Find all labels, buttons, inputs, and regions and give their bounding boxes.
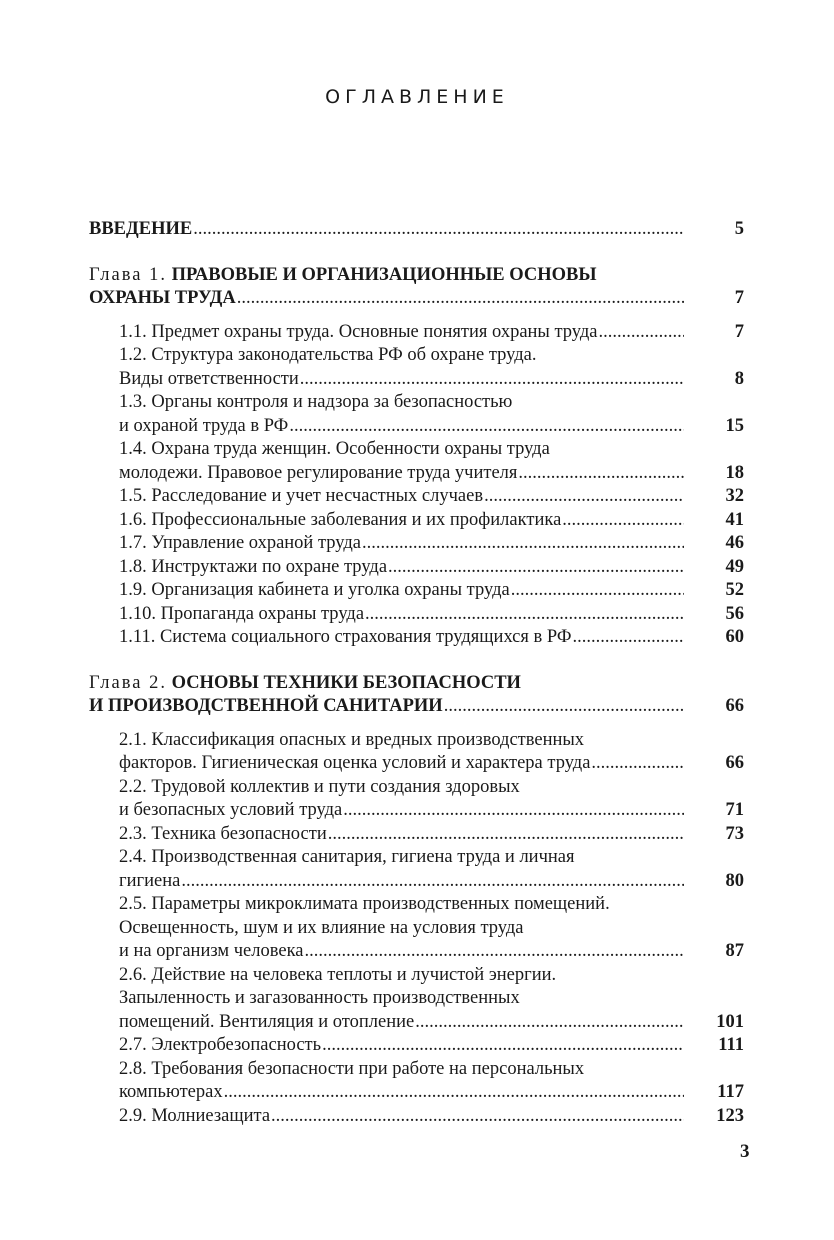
toc-entry[interactable] <box>89 438 744 485</box>
toc-entry-text: 2.9. Молниезащита <box>119 1105 271 1126</box>
toc-entry[interactable] <box>89 626 744 650</box>
toc-entry-text: помещений. Вентиляция и отопление <box>119 1011 415 1032</box>
chapter-prefix: Глава 1. <box>89 264 167 285</box>
dot-leader <box>237 287 684 311</box>
toc-entry-text: 1.4. Охрана труда женщин. Особенности охраны труда <box>119 439 550 459</box>
toc-entry[interactable] <box>89 1058 744 1105</box>
toc-entry[interactable] <box>89 391 744 438</box>
toc-page-number: 66 <box>725 753 744 773</box>
toc-entry-text: 1.5. Расследование и учет несчастных случаев <box>119 486 484 506</box>
toc-entry-text: и охраной труда в РФ <box>119 415 289 436</box>
toc-entry[interactable] <box>89 964 744 1035</box>
toc-page-number: 15 <box>725 415 744 436</box>
toc-entry-text: 1.8. Инструктажи по охране труда <box>119 556 388 577</box>
toc-page-number: 46 <box>725 533 744 553</box>
toc-entry-text: 2.1. Классификация опасных и вредных производственных <box>119 729 585 750</box>
table-of-contents <box>89 218 744 1128</box>
dot-leader <box>305 940 685 964</box>
toc-page-number: 32 <box>725 486 744 506</box>
toc-entry-text: Освещенность, шум и их влияние на условия труда <box>119 917 524 938</box>
dot-leader <box>343 799 684 823</box>
toc-entry[interactable] <box>89 729 744 776</box>
toc-entry-text: 1.3. Органы контроля и надзора за безопасностью <box>119 392 513 412</box>
toc-page-number: 80 <box>725 870 744 891</box>
chapter-title: И ПРОИЗВОДСТВЕННОЙ САНИТАРИИ <box>89 696 443 716</box>
toc-entry-text: 2.2. Трудовой коллектив и пути создания здоровых <box>119 776 520 797</box>
toc-page-number: 7 <box>734 288 744 308</box>
page-number: 3 <box>740 1141 750 1162</box>
page-title: ОГЛАВЛЕНИЕ <box>325 86 509 108</box>
toc-entry[interactable] <box>89 485 744 509</box>
toc-entry[interactable] <box>89 846 744 893</box>
toc-page-number: 71 <box>725 800 744 820</box>
toc-entry[interactable] <box>89 579 744 603</box>
toc-entry-text: 2.7. Электробезопасность <box>119 1035 322 1055</box>
dot-leader <box>328 823 684 847</box>
toc-entry-text: Запыленность и загазованность производственных <box>119 988 520 1008</box>
chapter-title: ОХРАНЫ ТРУДА <box>89 288 236 308</box>
toc-entry[interactable] <box>89 344 744 391</box>
toc-page-number: 18 <box>725 462 744 483</box>
toc-entry-text: 1.9. Организация кабинета и уголка охраны труда <box>119 580 510 600</box>
toc-entry-text: и безопасных условий труда <box>119 800 343 820</box>
chapter-title: ОСНОВЫ ТЕХНИКИ БЕЗОПАСНОСТИ <box>171 672 521 693</box>
toc-entry[interactable] <box>89 556 744 580</box>
dot-leader <box>322 1034 684 1058</box>
dot-leader <box>224 1081 684 1105</box>
toc-entry-text: 1.2. Структура законодательства РФ об охране труда. <box>119 345 537 365</box>
toc-page-number: 41 <box>725 509 744 530</box>
toc-chapter-2[interactable] <box>89 672 744 719</box>
toc-entry[interactable] <box>89 1034 744 1058</box>
dot-leader <box>365 603 684 627</box>
toc-page-number: 5 <box>734 219 744 239</box>
dot-leader <box>289 415 684 439</box>
dot-leader <box>300 368 684 392</box>
dot-leader <box>572 626 684 650</box>
toc-entry[interactable] <box>89 893 744 964</box>
chapter-title: ПРАВОВЫЕ И ОРГАНИЗАЦИОННЫЕ ОСНОВЫ <box>171 264 597 285</box>
toc-entry-text: 2.3. Техника безопасности <box>119 823 327 844</box>
toc-page-number: 52 <box>725 580 744 600</box>
toc-entry-text: 2.6. Действие на человека теплоты и лучистой энергии. <box>119 964 557 985</box>
toc-entry-text: 2.8. Требования безопасности при работе на персональных <box>119 1058 585 1079</box>
toc-page-number: 8 <box>734 368 744 389</box>
dot-leader <box>591 752 684 776</box>
dot-leader <box>599 321 684 345</box>
toc-entry-text: компьютерах <box>119 1082 223 1102</box>
dot-leader <box>388 556 684 580</box>
dot-leader <box>362 532 684 556</box>
dot-leader <box>193 218 684 242</box>
toc-entry[interactable] <box>89 603 744 627</box>
dot-leader <box>484 485 684 509</box>
toc-entry-intro[interactable] <box>89 218 744 242</box>
toc-entry-text: 2.5. Параметры микроклимата производственных помещений. <box>119 894 610 914</box>
toc-page-number: 7 <box>734 321 744 342</box>
toc-entry[interactable] <box>89 532 744 556</box>
dot-leader <box>518 462 684 486</box>
toc-page-number: 123 <box>716 1105 744 1126</box>
dot-leader <box>181 870 684 894</box>
chapter-prefix: Глава 2. <box>89 672 167 693</box>
toc-chapter-1[interactable] <box>89 264 744 311</box>
dot-leader <box>511 579 684 603</box>
toc-page-number: 87 <box>725 941 744 961</box>
toc-entry[interactable] <box>89 509 744 533</box>
toc-entry-text: 1.1. Предмет охраны труда. Основные понятия охраны труда <box>119 321 598 342</box>
toc-entry-text: молодежи. Правовое регулирование труда учителя <box>119 462 518 483</box>
toc-entry-text: ВВЕДЕНИЕ <box>89 219 193 239</box>
toc-page-number: 49 <box>725 556 744 577</box>
dot-leader <box>444 695 684 719</box>
dot-leader <box>271 1105 684 1129</box>
toc-entry-text: Виды ответственности <box>119 368 299 389</box>
toc-entry-text: 1.11. Система социального страхования трудящихся в РФ <box>119 627 572 647</box>
chapter-2-sections <box>89 729 744 1129</box>
toc-entry-text: 1.6. Профессиональные заболевания и их профилактика <box>119 509 562 530</box>
toc-entry-text: и на организм человека <box>119 941 304 961</box>
toc-entry-text: факторов. Гигиеническая оценка условий и характера труда <box>119 753 591 773</box>
chapter-1-sections <box>89 321 744 650</box>
toc-page-number: 117 <box>717 1082 744 1102</box>
dot-leader <box>415 1011 684 1035</box>
toc-page-number: 66 <box>725 696 744 716</box>
toc-entry[interactable] <box>89 321 744 345</box>
toc-entry-text: 2.4. Производственная санитария, гигиена труда и личная <box>119 847 575 867</box>
toc-page-number: 73 <box>725 823 744 844</box>
toc-entry-text: гигиена <box>119 870 181 891</box>
toc-entry[interactable] <box>89 776 744 823</box>
toc-entry-text: 1.10. Пропаганда охраны труда <box>119 603 365 624</box>
dot-leader <box>562 509 684 533</box>
toc-entry-text: 1.7. Управление охраной труда <box>119 533 361 553</box>
toc-page-number: 111 <box>718 1035 744 1055</box>
toc-page-number: 101 <box>716 1011 744 1032</box>
toc-entry[interactable] <box>89 1105 744 1129</box>
toc-entry[interactable] <box>89 823 744 847</box>
toc-page-number: 60 <box>725 627 744 647</box>
toc-page-number: 56 <box>725 603 744 624</box>
